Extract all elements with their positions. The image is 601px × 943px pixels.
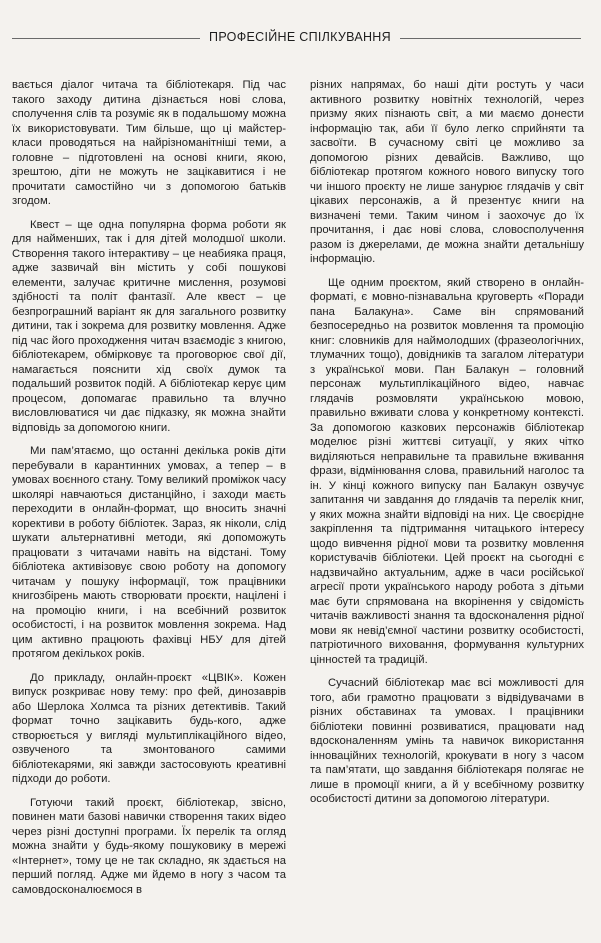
running-header (0, 28, 601, 58)
right-column (310, 78, 584, 816)
paragraph: До прикладу, онлайн-проєкт «ЦВІК». Кожен випуск розкриває нову тему: про фей, динозаврів або Шерлока Холмса та різних детективів. Такий формат точно зацікавить будь-кого, адже створюється у вигляді мультиплікаційного відео, озвученого та змонтованого самими бібліотекарями, які завжди застосовують креативні підходи до роботи. (12, 671, 286, 785)
paragraph: різних напрямах, бо наші діти ростуть у часи активного розвитку новітніх технологій, через призму яких пізнають світ, а ми маємо донести інформацію так, аби її було легко сприйняти та засвоїти. В сучасному світі це можливо за допомогою різних девайсів. Важливо, що бібліотекар протягом кожного нового випуску того чи іншого проєкту не лише занурює глядачів у світ цікавих персонажів, а й презентує книги на визначені теми. Таким чином і заохочує до їх прочитання, і дає нові слова, словосполучення разом із джерелами, де можна знайти детальнішу інформацію. (310, 79, 584, 265)
paragraph: Готуючи такий проєкт, бібліотекар, звісно, повинен мати базові навички створення таких відео через різні доступні програми. Їх перелік та огляд можна знайти у будь-якому пошуковику в мережі «Інтернет», тому це не так складно, як здається на перший погляд. Адже ми йдемо в ногу з часом та самовдосконалюємося в (12, 796, 286, 896)
paragraph: Ще одним проєктом, який створено в онлайн-форматі, є мовно-пізнавальна круговерть «Поради пана Балакуна». Саме він спрямований безпосередньо на розвиток мовлення та промоцію книг: словників для наймолодших (фразеологічних, тлумачних тощо), довідників та загалом літератури з української мови. Пан Балакун – головний персонаж мультиплікаційного відео, навчає глядачів розмовляти українською мовою, правильно вживати слова у конкретному контексті. За допомогою казкових персонажів бібліотекар моделює різні життєві ситуації, у яких чітко виділяються неправильне та правильне вживання фрази, відмінювання слова, правильний наголос та ін. У кінці кожного випуску пан Балакун озвучує запитання чи завдання до глядачів та перелік книг, у яких можна знайти відповіді на них. Це своєрідне закріплення та підтримання читацького інтересу щодо вивчення рідної мови та розвитку мовлення користувачів бібліотеки. Цей проєкт на сьогодні є надзвичайно актуальним, адже в часи російської агресії проти українського народу робота з дітьми має бути спрямована на вкорінення у свідомість читачів важливості знання та вдосконалення рідної мови як невід’ємної частини розвитку особистості, патріотичного виховання, формування культурних цінностей та традицій. (310, 276, 584, 666)
paragraph: Сучасний бібліотекар має всі можливості для того, аби грамотно працювати з відвідувачами в різних обставинах та умовах. І працівники бібліотеки повинні розвиватися, працювати над вдосконаленням умінь та навичок використання інноваційних технологій, крокувати в ногу з часом та пам’ятати, що завдання бібліотекаря полягає не лише в промоції книги, а й у всебічному розвитку особистості дитини за допомогою літератури. (310, 677, 584, 805)
section-title: ПРОФЕСІЙНЕ СПІЛКУВАННЯ (209, 30, 391, 44)
paragraph: вається діалог читача та бібліотекаря. Під час такого заходу дитина дізнається нові слова, сполучення слів та розуміє як в подальшому можна їх використовувати. Тим більше, що ці майстер-класи проводяться на найрізноманітніші теми, а головне – підготовлені на основі книги, якою, зрештою, діти не можуть не зацікавитися і не прочитати самостійно чи з допомогою батьків згодом. (12, 79, 286, 207)
header-rule-left (12, 38, 200, 39)
paragraph: Квест – ще одна популярна форма роботи як для найменших, так і для дітей молодшої школи. Створення такого інтерактиву – це неабияка праця, адже зазвичай він містить у собі пошукові елементи, залучає критичне мислення, розумові здібності та політ фантазії. Але квест – це безпрограшний варіант як для загального розвитку дитини, так і зокрема для розвитку мовлення. Адже під час його проходження читач взаємодіє з книгою, бібліотекарем, обмірковує та проговорює свої дії, намагається пояснити хід своїх думок та подальший розвиток подій. А бібліотекар керує цим процесом, допомагає правильно та влучно висловлюватися чи дає підказку, як можна знайти відповідь за допомогою книги. (12, 218, 286, 434)
header-rule-right (400, 38, 581, 39)
left-column (12, 78, 286, 906)
paragraph: Ми пам’ятаємо, що останні декілька років діти перебували в карантинних умовах, а тепер – в умовах воєнного стану. Тому великий проміжок часу школярі навчаються дистанційно, і заходи маєть переходити в онлайн-формат, що вносить значні корективи в роботу бібліотек. Зараз, як ніколи, слід шукати альтернативні методи, які допоможуть працювати з читачами навіть на відстані. Тому бібліотека активізовує свою роботу на допомогу читачам у пошуку інформації, тож працівники книгозбірень мають створювати проєкти, націлені і на промоцію книги, і на всебічний розвиток особистості, і на розвиток мовлення зокрема. Над цим активно працюють фахівці НБУ для дітей протягом декількох років. (12, 445, 286, 660)
